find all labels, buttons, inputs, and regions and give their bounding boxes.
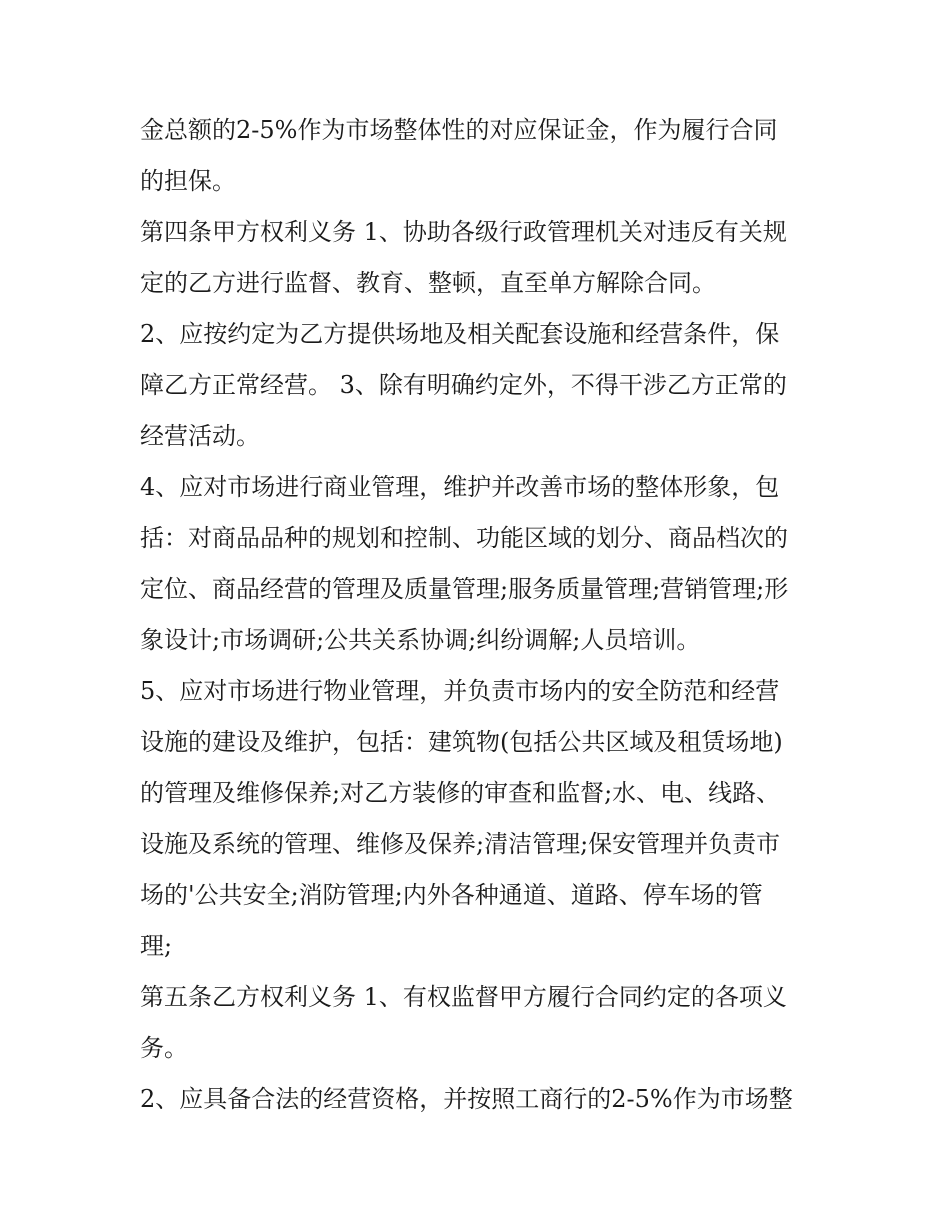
text-line: 的管理及维修保养;对乙方装修的审查和监督;水、电、线路、 <box>140 779 781 807</box>
text-line: 场的'公共安全;消防管理;内外各种通道、道路、停车场的管 <box>140 881 763 909</box>
paragraph-article-4-item-4 <box>140 462 820 666</box>
text-line: 的担保。 <box>140 167 236 195</box>
text-line: 4、应对市场进行商业管理，维护并改善市场的整体形象，包 <box>140 473 780 501</box>
paragraph-article-5-item-2 <box>140 1074 820 1125</box>
paragraph-article-4-party-a <box>140 207 820 309</box>
text-line: 理; <box>140 932 173 960</box>
paragraph-article-4-item-2-3 <box>140 309 820 462</box>
text-line: 设施的建设及维护，包括：建筑物(包括公共区域及租赁场地) <box>140 728 783 756</box>
text-line: 定位、商品经营的管理及质量管理;服务质量管理;营销管理;形 <box>140 575 789 603</box>
paragraph-deposit-guarantee <box>140 105 820 207</box>
text-line: 定的乙方进行监督、教育、整顿，直至单方解除合同。 <box>140 269 716 297</box>
text-line: 5、应对市场进行物业管理，并负责市场内的安全防范和经营 <box>140 677 780 705</box>
text-line: 障乙方正常经营。 3、除有明确约定外，不得干涉乙方正常的 <box>140 371 787 399</box>
text-line: 2、应具备合法的经营资格，并按照工商行的2-5%作为市场整 <box>140 1085 793 1113</box>
text-line: 括：对商品品种的规划和控制、功能区域的划分、商品档次的 <box>140 524 788 552</box>
text-line: 2、应按约定为乙方提供场地及相关配套设施和经营条件，保 <box>140 320 780 348</box>
paragraph-article-5-party-b <box>140 972 820 1074</box>
text-line: 第四条甲方权利义务 1、协助各级行政管理机关对违反有关规 <box>140 218 787 246</box>
text-line: 象设计;市场调研;公共关系协调;纠纷调解;人员培训。 <box>140 626 701 654</box>
text-line: 务。 <box>140 1034 188 1062</box>
text-line: 经营活动。 <box>140 422 260 450</box>
text-line: 金总额的2-5%作为市场整体性的对应保证金，作为履行合同 <box>140 116 778 144</box>
paragraph-article-4-item-5 <box>140 666 820 972</box>
text-line: 第五条乙方权利义务 1、有权监督甲方履行合同约定的各项义 <box>140 983 787 1011</box>
text-line: 设施及系统的管理、维修及保养;清洁管理;保安管理并负责市 <box>140 830 781 858</box>
document-body <box>140 105 820 1125</box>
